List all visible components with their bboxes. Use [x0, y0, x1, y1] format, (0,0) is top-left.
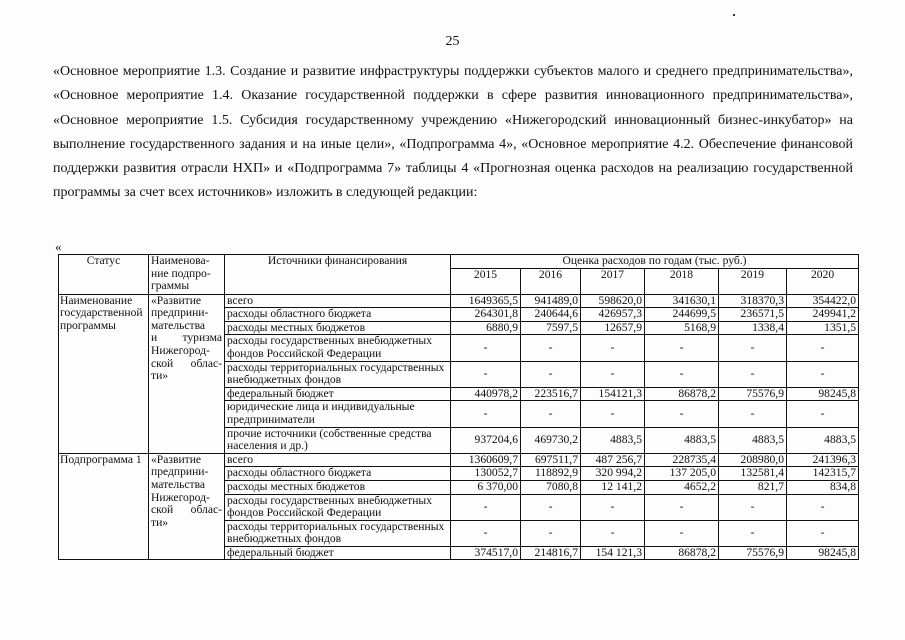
value-cell: -	[521, 401, 581, 427]
value-cell: -	[581, 520, 645, 546]
value-cell: 834,8	[787, 480, 859, 494]
header-expense-estimate: Оценка расходов по годам (тыс. руб.)	[451, 255, 859, 269]
funding-source-cell: всего	[225, 453, 451, 467]
value-cell: 154121,3	[581, 387, 645, 401]
program-name-cell	[149, 294, 225, 453]
value-cell: 7597,5	[521, 321, 581, 335]
value-cell: 86878,2	[645, 546, 719, 560]
value-cell: 98245,8	[787, 387, 859, 401]
header-year: 2017	[581, 268, 645, 294]
funding-source-cell: расходы местных бюджетов	[225, 321, 451, 335]
funding-source-cell: прочие источники (собственные средства населения и др.)	[225, 427, 451, 453]
value-cell: 6 370,00	[451, 480, 521, 494]
value-cell: 6880,9	[451, 321, 521, 335]
program-name-line: Нижегород-	[151, 343, 210, 357]
funding-source-cell: юридические лица и индивидуальные предприниматели	[225, 401, 451, 427]
program-name-line: мательства	[151, 477, 206, 491]
value-cell: -	[581, 361, 645, 387]
value-cell: 469730,2	[521, 427, 581, 453]
value-cell: -	[719, 520, 787, 546]
value-cell: 236571,5	[719, 308, 787, 322]
value-cell: 318370,3	[719, 294, 787, 308]
value-cell: -	[521, 494, 581, 520]
value-cell: -	[645, 401, 719, 427]
value-cell: 12 141,2	[581, 480, 645, 494]
value-cell: 821,7	[719, 480, 787, 494]
value-cell: 4883,5	[581, 427, 645, 453]
funding-source-cell: расходы областного бюджета	[225, 467, 451, 481]
scan-speck	[733, 14, 735, 16]
value-cell: -	[451, 335, 521, 361]
value-cell: 426957,3	[581, 308, 645, 322]
value-cell: -	[719, 401, 787, 427]
table-body	[59, 294, 859, 560]
funding-source-cell: расходы территориальных государственных внебюджетных фондов	[225, 520, 451, 546]
funding-source-cell: расходы областного бюджета	[225, 308, 451, 322]
program-name-line: ской облас-	[151, 503, 222, 517]
expense-estimate-table	[58, 254, 859, 560]
value-cell: 244699,5	[645, 308, 719, 322]
value-cell: 75576,9	[719, 546, 787, 560]
value-cell: -	[521, 335, 581, 361]
value-cell: -	[451, 494, 521, 520]
funding-source-cell: расходы местных бюджетов	[225, 480, 451, 494]
program-name-line: ти»	[151, 369, 169, 383]
program-name-line: «Развитие	[151, 453, 202, 466]
status-cell: Наименование государственной программы	[59, 294, 149, 453]
status-cell: Подпрограмма 1	[59, 453, 149, 560]
value-cell: -	[645, 520, 719, 546]
value-cell: -	[719, 361, 787, 387]
value-cell: 4883,5	[719, 427, 787, 453]
value-cell: 240644,6	[521, 308, 581, 322]
program-name-line: предприни-	[151, 465, 209, 479]
page-number: 25	[445, 34, 460, 49]
value-cell: 208980,0	[719, 453, 787, 467]
value-cell: 341630,1	[645, 294, 719, 308]
value-cell: 214816,7	[521, 546, 581, 560]
value-cell: 941489,0	[521, 294, 581, 308]
header-funding-source: Источники финансирования	[225, 255, 451, 295]
value-cell: 697511,7	[521, 453, 581, 467]
value-cell: 487 256,7	[581, 453, 645, 467]
opening-quote: «	[55, 239, 62, 254]
value-cell: -	[719, 335, 787, 361]
value-cell: 75576,9	[719, 387, 787, 401]
value-cell: 130052,7	[451, 467, 521, 481]
value-cell: -	[451, 401, 521, 427]
table-row	[59, 453, 859, 467]
value-cell: 249941,2	[787, 308, 859, 322]
value-cell: 4883,5	[787, 427, 859, 453]
funding-source-cell: федеральный бюджет	[225, 546, 451, 560]
value-cell: 598620,0	[581, 294, 645, 308]
header-year: 2016	[521, 268, 581, 294]
value-cell: 1360609,7	[451, 453, 521, 467]
program-name-line: «Развитие	[151, 294, 202, 307]
funding-source-cell: расходы государственных внебюджетных фондов Российской Федерации	[225, 494, 451, 520]
value-cell: -	[645, 361, 719, 387]
header-status: Статус	[59, 255, 149, 295]
value-cell: -	[787, 401, 859, 427]
header-year: 2018	[645, 268, 719, 294]
program-name-line: мательства	[151, 318, 206, 332]
value-cell: 118892,9	[521, 467, 581, 481]
funding-source-cell: всего	[225, 294, 451, 308]
table-row	[59, 294, 859, 308]
funding-source-cell: расходы территориальных государственных внебюджетных фондов	[225, 361, 451, 387]
value-cell: 440978,2	[451, 387, 521, 401]
value-cell: -	[787, 520, 859, 546]
amendment-paragraph: «Основное мероприятие 1.3. Создание и развитие инфраструктуры поддержки субъектов малого и среднего предпринимательства», «Основное мероприятие 1.4. Оказание государственной поддержки в сфере развития инновационного предпринимательства», «Основное мероприятие 1.5. Субсидия государственному учреждению «Нижегородский инновационный бизнес-инкубатор» на выполнение государственного задания и на иные цели», «Подпрограмма 4», «Основное мероприятие 4.2. Обеспечение финансовой поддержки развития отрасли НХП» и «Подпрограмма 7» таблицы 4 «Прогнозная оценка расходов на реализацию государственной программы за счет всех источников» изложить в следующей редакции:	[53, 64, 853, 201]
value-cell: 1649365,5	[451, 294, 521, 308]
value-cell: -	[451, 361, 521, 387]
value-cell: 264301,8	[451, 308, 521, 322]
value-cell: 4652,2	[645, 480, 719, 494]
header-year: 2020	[787, 268, 859, 294]
value-cell: -	[581, 401, 645, 427]
value-cell: 354422,0	[787, 294, 859, 308]
value-cell: 937204,6	[451, 427, 521, 453]
value-cell: 7080,8	[521, 480, 581, 494]
value-cell: 5168,9	[645, 321, 719, 335]
value-cell: -	[645, 335, 719, 361]
funding-source-cell: федеральный бюджет	[225, 387, 451, 401]
value-cell: 86878,2	[645, 387, 719, 401]
value-cell: 98245,8	[787, 546, 859, 560]
value-cell: 142315,7	[787, 467, 859, 481]
header-year: 2019	[719, 268, 787, 294]
program-name-cell	[149, 453, 225, 560]
value-cell: 228735,4	[645, 453, 719, 467]
value-cell: 374517,0	[451, 546, 521, 560]
header-year: 2015	[451, 268, 521, 294]
value-cell: 1338,4	[719, 321, 787, 335]
value-cell: -	[581, 335, 645, 361]
value-cell: 4883,5	[645, 427, 719, 453]
value-cell: 132581,4	[719, 467, 787, 481]
value-cell: -	[521, 361, 581, 387]
value-cell: -	[581, 494, 645, 520]
value-cell: 241396,3	[787, 453, 859, 467]
value-cell: -	[521, 520, 581, 546]
value-cell: -	[787, 335, 859, 361]
value-cell: -	[719, 494, 787, 520]
program-name-line: Нижегород-	[151, 490, 210, 504]
value-cell: 137 205,0	[645, 467, 719, 481]
value-cell: 320 994,2	[581, 467, 645, 481]
program-name-line: ской облас-	[151, 356, 222, 370]
value-cell: -	[787, 494, 859, 520]
program-name-line: ти»	[151, 515, 169, 529]
program-name-line: и туризма	[151, 331, 222, 345]
value-cell: 223516,7	[521, 387, 581, 401]
funding-source-cell: расходы государственных внебюджетных фондов Российской Федерации	[225, 335, 451, 361]
program-name-line: предприни-	[151, 306, 209, 320]
header-program-name: Наименова-ние подпро-граммы	[149, 255, 225, 295]
value-cell: 1351,5	[787, 321, 859, 335]
value-cell: 12657,9	[581, 321, 645, 335]
value-cell: -	[787, 361, 859, 387]
value-cell: -	[645, 494, 719, 520]
value-cell: -	[451, 520, 521, 546]
value-cell: 154 121,3	[581, 546, 645, 560]
